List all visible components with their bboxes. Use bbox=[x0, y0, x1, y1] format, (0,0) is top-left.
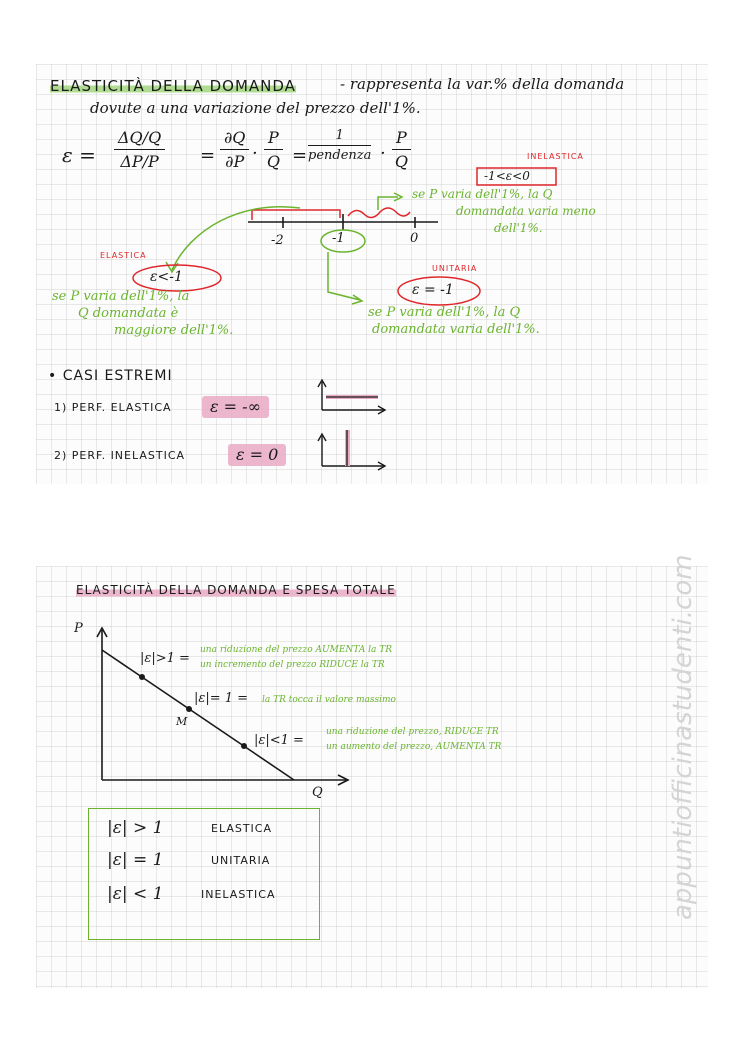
table-row-1-name: ELASTICA bbox=[211, 822, 273, 835]
elastic-range: ε<-1 bbox=[150, 269, 183, 285]
axis-x-label: Q bbox=[312, 785, 323, 800]
elastic-note-line1: se P varia dell'1%, la bbox=[52, 289, 190, 304]
page2-title: ELASTICITÀ DELLA DOMANDA E SPESA TOTALE bbox=[76, 583, 396, 597]
formula-frac3: $\frac{P}{Q}$ bbox=[264, 128, 283, 171]
inelastic-note-line1: se P varia dell'1%, la Q bbox=[412, 187, 553, 201]
inelastic-note-line2: domandata varia meno bbox=[456, 204, 596, 218]
formula-eq2: = bbox=[292, 145, 308, 166]
elastic-point bbox=[139, 674, 145, 680]
formula-frac4: 1 pendenza bbox=[308, 128, 372, 163]
unitary-label: UNITARIA bbox=[432, 264, 478, 273]
axis-y-label: P bbox=[74, 621, 83, 636]
case1-label: 1) PERF. ELASTICA bbox=[54, 401, 172, 414]
formula-frac5: $\frac{P}{Q}$ bbox=[392, 128, 411, 171]
case2-value: ε = 0 bbox=[228, 444, 286, 466]
formula-eq1: = bbox=[200, 145, 216, 166]
table-row-3-name: INELASTICA bbox=[201, 888, 276, 901]
tick-minus2-label: -2 bbox=[271, 233, 284, 248]
case2-label: 2) PERF. INELASTICA bbox=[54, 449, 186, 462]
table-row-2-condition: |ε| = 1 bbox=[107, 850, 164, 870]
elastic-note-line2: Q domandata è bbox=[78, 306, 179, 321]
inelastic-condition-label: |ε|<1 = bbox=[254, 733, 304, 748]
inelastic-effect-line2: un aumento del prezzo, AUMENTA TR bbox=[326, 742, 502, 752]
inelastic-range: -1<ε<0 bbox=[484, 169, 530, 183]
inelastic-point bbox=[241, 743, 247, 749]
elastic-effect-line1: una riduzione del prezzo AUMENTA la TR bbox=[200, 645, 393, 655]
watermark-text: appuntiofficinastudenti.com bbox=[668, 554, 698, 920]
inelastic-effect-line1: una riduzione del prezzo, RIDUCE TR bbox=[326, 727, 499, 737]
formula-lhs: ε = bbox=[62, 143, 96, 167]
elastic-effect-line2: un incremento del prezzo RIDUCE la TR bbox=[200, 660, 385, 670]
inelastic-label: INELASTICA bbox=[527, 152, 584, 161]
case1-value: ε = -∞ bbox=[202, 396, 269, 418]
formula-frac1: $\frac{\Delta Q/Q}{\Delta P/P}$ bbox=[114, 128, 165, 171]
elasticity-summary-table bbox=[88, 808, 320, 940]
inelastic-note-line3: dell'1%. bbox=[494, 221, 543, 235]
page1-title: ELASTICITÀ DELLA DOMANDA bbox=[50, 77, 296, 95]
unitary-condition-label: |ε|= 1 = bbox=[194, 691, 249, 706]
page1-title-desc-line2: dovute a una variazione del prezzo dell'1%. bbox=[90, 99, 421, 117]
unitary-effect: la TR tocca il valore massimo bbox=[262, 695, 396, 705]
tick-0-label: 0 bbox=[410, 231, 419, 246]
unitary-note-line2: domandata varia dell'1%. bbox=[372, 322, 540, 337]
extreme-cases-title: • CASI ESTREMI bbox=[48, 368, 173, 384]
unitary-range: ε = -1 bbox=[412, 282, 454, 298]
formula-frac2: $\frac{\partial Q}{\partial P}$ bbox=[220, 128, 249, 171]
page1-title-desc-line1: - rappresenta la var.% della domanda bbox=[340, 75, 625, 93]
table-row-3-condition: |ε| < 1 bbox=[107, 884, 164, 904]
elastic-note-line3: maggiore dell'1%. bbox=[114, 323, 234, 338]
table-row-2-name: UNITARIA bbox=[211, 854, 271, 867]
midpoint-m bbox=[186, 706, 192, 712]
table-row-1-condition: |ε| > 1 bbox=[107, 818, 164, 838]
point-m-label: M bbox=[176, 715, 188, 728]
formula-dot2: · bbox=[380, 143, 386, 164]
elastic-label: ELASTICA bbox=[100, 251, 147, 260]
formula-dot1: · bbox=[252, 143, 258, 164]
tick-minus1-label: -1 bbox=[332, 231, 345, 246]
unitary-note-line1: se P varia dell'1%, la Q bbox=[368, 305, 521, 320]
elastic-condition-label: |ε|>1 = bbox=[140, 651, 190, 666]
